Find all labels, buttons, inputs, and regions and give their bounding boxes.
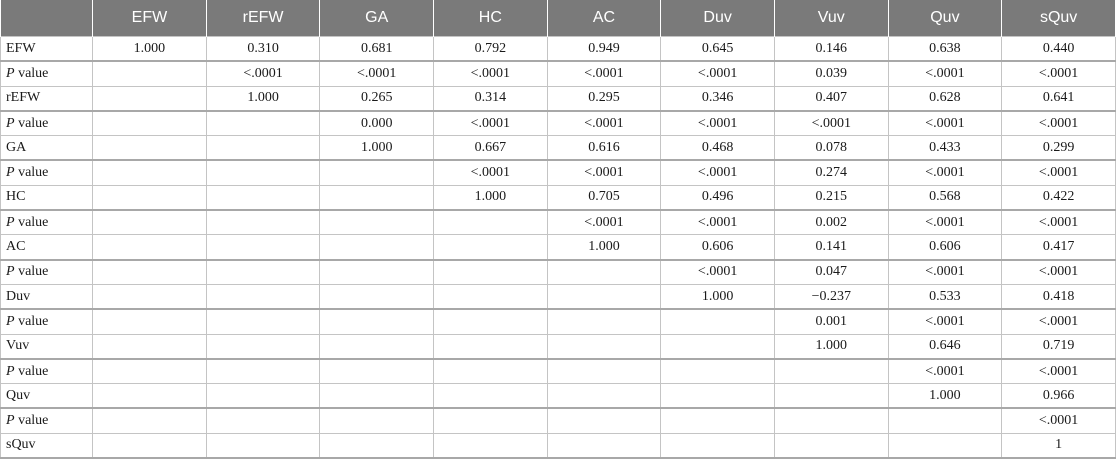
table-cell (206, 235, 320, 260)
table-cell: 0.141 (774, 235, 888, 260)
table-row (1, 136, 1116, 161)
table-cell (320, 384, 434, 409)
table-cell: <.0001 (547, 210, 661, 235)
row-label (1, 408, 93, 433)
table-cell: <.0001 (434, 111, 548, 136)
table-cell: <.0001 (888, 111, 1002, 136)
table-cell: <.0001 (774, 111, 888, 136)
table-cell (434, 408, 548, 433)
row-label: GA (1, 136, 93, 161)
table-cell (93, 61, 207, 86)
table-cell: 0.966 (1002, 384, 1116, 409)
table-cell: <.0001 (1002, 160, 1116, 185)
table-cell (320, 433, 434, 458)
row-label (1, 160, 93, 185)
table-cell (434, 210, 548, 235)
table-cell: 1.000 (661, 284, 775, 309)
table-cell (547, 359, 661, 384)
table-cell (320, 235, 434, 260)
table-cell (93, 136, 207, 161)
row-label-text: value (14, 214, 49, 230)
table-cell: <.0001 (661, 111, 775, 136)
table-cell: 0.468 (661, 136, 775, 161)
table-cell (320, 260, 434, 285)
row-label-text: value (14, 264, 49, 280)
table-cell (661, 309, 775, 334)
table-cell: 0.616 (547, 136, 661, 161)
table-cell: 0.792 (434, 37, 548, 62)
table-cell: <.0001 (320, 61, 434, 86)
table-cell (434, 284, 548, 309)
table-cell (547, 260, 661, 285)
table-cell: <.0001 (888, 160, 1002, 185)
p-value-row (1, 408, 1116, 433)
p-value-row (1, 210, 1116, 235)
table-cell (206, 384, 320, 409)
table-cell: 0.407 (774, 86, 888, 111)
table-cell (547, 334, 661, 359)
table-cell (661, 408, 775, 433)
table-cell: 1.000 (206, 86, 320, 111)
table-cell (206, 136, 320, 161)
table-cell: <.0001 (1002, 309, 1116, 334)
table-cell: <.0001 (547, 61, 661, 86)
table-row (1, 284, 1116, 309)
table-cell (547, 284, 661, 309)
table-cell: 0.641 (1002, 86, 1116, 111)
table-cell (93, 260, 207, 285)
table-cell: 0.295 (547, 86, 661, 111)
row-label: Quv (1, 384, 93, 409)
p-value-row (1, 111, 1116, 136)
p-symbol: P (6, 413, 15, 429)
p-value-row (1, 260, 1116, 285)
table-cell (547, 408, 661, 433)
table-cell (93, 160, 207, 185)
header-cell-corner (1, 0, 93, 37)
table-cell (206, 433, 320, 458)
table-cell (320, 334, 434, 359)
table-cell: 0.645 (661, 37, 775, 62)
table-cell: <.0001 (888, 309, 1002, 334)
row-label-text: value (14, 363, 49, 379)
header-cell-efw: EFW (93, 0, 207, 37)
table-cell: 0.667 (434, 136, 548, 161)
header-cell-squv: sQuv (1002, 0, 1116, 37)
table-row (1, 433, 1116, 458)
table-cell (206, 111, 320, 136)
table-cell (206, 359, 320, 384)
table-cell (93, 433, 207, 458)
table-cell: <.0001 (888, 61, 1002, 86)
table-cell: <.0001 (547, 111, 661, 136)
table-cell: <.0001 (888, 260, 1002, 285)
table-cell: 0.568 (888, 185, 1002, 210)
table-header (1, 0, 1116, 37)
table-cell: <.0001 (434, 160, 548, 185)
table-cell (434, 334, 548, 359)
table-row (1, 235, 1116, 260)
header-row (1, 0, 1116, 37)
table-cell: <.0001 (888, 210, 1002, 235)
row-label: sQuv (1, 433, 93, 458)
table-cell: 0.533 (888, 284, 1002, 309)
table-cell: 0.440 (1002, 37, 1116, 62)
table-row (1, 334, 1116, 359)
table-cell (93, 408, 207, 433)
table-cell (93, 111, 207, 136)
table-cell (774, 408, 888, 433)
table-cell: 1.000 (774, 334, 888, 359)
table-cell (93, 284, 207, 309)
table-cell: 1 (1002, 433, 1116, 458)
p-symbol: P (6, 115, 15, 131)
row-label (1, 309, 93, 334)
p-value-row (1, 61, 1116, 86)
table-cell (547, 384, 661, 409)
table-cell: <.0001 (547, 160, 661, 185)
table-cell (93, 235, 207, 260)
table-cell (206, 408, 320, 433)
table-cell (547, 433, 661, 458)
header-cell-vuv: Vuv (774, 0, 888, 37)
p-symbol: P (6, 65, 15, 81)
table-cell (206, 185, 320, 210)
table-cell: 0.265 (320, 86, 434, 111)
table-cell: <.0001 (1002, 111, 1116, 136)
table-cell: 1.000 (434, 185, 548, 210)
table-cell: <.0001 (661, 61, 775, 86)
row-label-text: value (14, 313, 49, 329)
table-cell: 0.047 (774, 260, 888, 285)
table-cell (206, 210, 320, 235)
row-label (1, 111, 93, 136)
table-cell: 0.215 (774, 185, 888, 210)
table-row (1, 384, 1116, 409)
table-cell (661, 433, 775, 458)
table-cell (320, 309, 434, 334)
table-cell (320, 359, 434, 384)
row-label: Duv (1, 284, 93, 309)
table-cell (206, 334, 320, 359)
table-cell: 0.681 (320, 37, 434, 62)
p-value-row (1, 359, 1116, 384)
table-cell (93, 185, 207, 210)
row-label-text: value (14, 115, 49, 131)
table-cell (206, 309, 320, 334)
table-cell (434, 384, 548, 409)
table-cell: 1.000 (547, 235, 661, 260)
header-cell-ac: AC (547, 0, 661, 37)
row-label: AC (1, 235, 93, 260)
table-cell (774, 359, 888, 384)
table-cell: <.0001 (1002, 61, 1116, 86)
table-cell (547, 309, 661, 334)
row-label-text: value (14, 165, 49, 181)
table-row (1, 37, 1116, 62)
table-cell: 0.078 (774, 136, 888, 161)
table-cell: 1.000 (320, 136, 434, 161)
table-row (1, 185, 1116, 210)
table-cell (661, 359, 775, 384)
table-cell (888, 408, 1002, 433)
table-cell: <.0001 (661, 210, 775, 235)
header-cell-duv: Duv (661, 0, 775, 37)
table-cell: 1.000 (93, 37, 207, 62)
table-cell (434, 433, 548, 458)
table-cell (661, 334, 775, 359)
table-cell: <.0001 (1002, 408, 1116, 433)
table-cell (774, 384, 888, 409)
table-cell: <.0001 (206, 61, 320, 86)
table-cell (434, 260, 548, 285)
table-cell (434, 309, 548, 334)
p-value-row (1, 309, 1116, 334)
table-cell (93, 334, 207, 359)
table-cell: <.0001 (661, 160, 775, 185)
table-cell: <.0001 (661, 260, 775, 285)
table-cell (320, 408, 434, 433)
table-cell: 0.433 (888, 136, 1002, 161)
table-cell (93, 309, 207, 334)
table-cell: 0.146 (774, 37, 888, 62)
table-cell: 0.000 (320, 111, 434, 136)
table-cell: 0.346 (661, 86, 775, 111)
header-cell-refw: rEFW (206, 0, 320, 37)
row-label (1, 359, 93, 384)
row-label: rEFW (1, 86, 93, 111)
table-cell (888, 433, 1002, 458)
table-cell: 0.606 (888, 235, 1002, 260)
table-cell: 0.646 (888, 334, 1002, 359)
table-row (1, 86, 1116, 111)
table-cell: <.0001 (1002, 260, 1116, 285)
table-cell: 0.310 (206, 37, 320, 62)
table-cell (93, 86, 207, 111)
table-cell (206, 284, 320, 309)
table-cell (774, 433, 888, 458)
row-label (1, 61, 93, 86)
table-cell: 0.422 (1002, 185, 1116, 210)
p-symbol: P (6, 214, 15, 230)
row-label-text: value (14, 65, 49, 81)
table-cell: 0.705 (547, 185, 661, 210)
row-label: EFW (1, 37, 93, 62)
p-symbol: P (6, 363, 15, 379)
table-cell: 0.417 (1002, 235, 1116, 260)
table-cell (434, 359, 548, 384)
table-cell (320, 160, 434, 185)
table-cell: 0.638 (888, 37, 1002, 62)
table-cell (320, 210, 434, 235)
p-value-row (1, 160, 1116, 185)
table-cell (661, 384, 775, 409)
table-cell: <.0001 (1002, 210, 1116, 235)
p-symbol: P (6, 264, 15, 280)
table-cell: 0.418 (1002, 284, 1116, 309)
header-cell-quv: Quv (888, 0, 1002, 37)
table-cell: 0.001 (774, 309, 888, 334)
table-cell (93, 359, 207, 384)
row-label (1, 210, 93, 235)
table-cell: <.0001 (434, 61, 548, 86)
header-cell-ga: GA (320, 0, 434, 37)
table-cell: <.0001 (1002, 359, 1116, 384)
row-label-text: value (14, 413, 49, 429)
table-cell: 0.606 (661, 235, 775, 260)
table-cell: 0.628 (888, 86, 1002, 111)
table-cell: 0.039 (774, 61, 888, 86)
p-symbol: P (6, 313, 15, 329)
p-symbol: P (6, 165, 15, 181)
table-cell (93, 384, 207, 409)
row-label (1, 260, 93, 285)
table-cell (320, 284, 434, 309)
table-body (1, 37, 1116, 459)
table-cell: 0.002 (774, 210, 888, 235)
table-cell (434, 235, 548, 260)
row-label: HC (1, 185, 93, 210)
table-cell (206, 260, 320, 285)
table-cell: 0.496 (661, 185, 775, 210)
table-cell (320, 185, 434, 210)
table-cell (206, 160, 320, 185)
header-cell-hc: HC (434, 0, 548, 37)
table-cell: 0.314 (434, 86, 548, 111)
table-cell: 0.274 (774, 160, 888, 185)
table-cell: 0.299 (1002, 136, 1116, 161)
table-cell: <.0001 (888, 359, 1002, 384)
table-cell: −0.237 (774, 284, 888, 309)
table-cell: 0.719 (1002, 334, 1116, 359)
table-cell (93, 210, 207, 235)
table-cell: 0.949 (547, 37, 661, 62)
table-cell: 1.000 (888, 384, 1002, 409)
row-label: Vuv (1, 334, 93, 359)
